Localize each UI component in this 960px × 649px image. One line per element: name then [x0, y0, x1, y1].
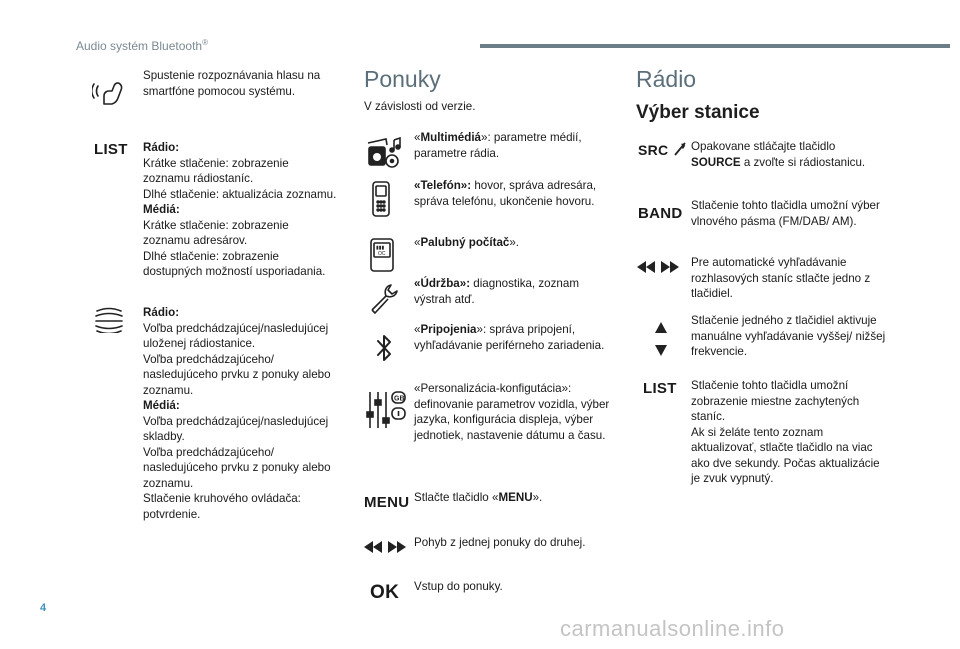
multimedia-name: Multimédiá — [420, 131, 482, 144]
list-radio-long: Dlhé stlačenie: aktualizácia zoznamu. — [143, 187, 337, 201]
svg-text:OC: OC — [378, 251, 386, 257]
dial-media-list-text: Voľba predchádzajúceho/ nasledujúceho prvku z ponuky alebo zoznamu. — [143, 445, 331, 490]
menu-text-post: ». — [532, 491, 543, 504]
trip-computer-description — [414, 235, 609, 251]
manual-search-description: Stlačenie jedného z tlačidiel aktivuje manuálne vyhľadávanie vyššej/ nižšej frekvencie. — [691, 314, 886, 358]
source-text-post: a zvoľte si rádiostanicu. — [740, 155, 866, 169]
band-description: Stlačenie tohto tlačidla umožní výber vlnového pásma (FM/DAB/ AM). — [691, 199, 880, 228]
ok-description: Vstup do ponuky. — [414, 580, 503, 593]
trip-computer-quote-close: ». — [509, 236, 520, 249]
left-right-arrows-icon — [364, 540, 406, 559]
personalization-description: «Personalizácia-konfigutácia»: definovanie parametrov vozidla, výber jazyka, konfigurácia displeja, výber jednotiek, nastavenie dátumu a času. — [414, 382, 610, 442]
menu-button-icon: MENU — [364, 494, 410, 511]
header-rule — [480, 44, 950, 48]
trip-computer-quote-open: « — [414, 236, 421, 249]
list-radio-heading: Rádio: — [143, 141, 180, 154]
seek-arrows-icon — [637, 260, 679, 279]
band-button-icon: BAND — [638, 205, 683, 222]
connections-description — [414, 322, 609, 353]
running-header — [76, 38, 208, 53]
language-gb-label: GB — [394, 395, 405, 403]
trip-computer-name: Palubný počítač — [420, 236, 510, 249]
voice-description: Spustenie rozpoznávania hlasu na smartfóne pomocou systému. — [143, 69, 321, 98]
section-title-menus: Ponuky — [364, 66, 441, 92]
maintenance-description — [414, 276, 609, 307]
menu-text-pre: Stlačte tlačidlo « — [414, 491, 499, 504]
bluetooth-icon — [376, 333, 392, 368]
multimedia-text: : parametre médií, parametre rádia. — [414, 131, 582, 160]
rotary-dial-icon — [94, 307, 124, 338]
dial-description — [143, 305, 341, 522]
phone-icon — [370, 180, 392, 223]
maintenance-name: «Údržba»: — [414, 277, 471, 290]
maintenance-text: diagnostika, zoznam výstrah atď. — [414, 277, 579, 306]
ok-button-icon: OK — [370, 582, 400, 603]
settings-sliders-icon — [365, 390, 407, 435]
menu-name: MENU — [498, 491, 533, 504]
dial-radio-list-text: Voľba predchádzajúceho/ nasledujúceho prvku z ponuky alebo zoznamu. — [143, 352, 331, 397]
up-down-arrows-icon — [654, 322, 668, 361]
radio-list-update-text: Ak si želáte tento zoznam aktualizovať, stlačte tlačidlo na viac ako dve sekundy. Počas aktualizácie je zvuk vypnutý. — [691, 425, 880, 485]
menu-description — [414, 490, 609, 506]
telephone-description — [414, 178, 609, 209]
source-button-label: SRC — [638, 142, 669, 158]
dial-radio-heading: Rádio: — [143, 306, 180, 319]
svg-text:▮▮▮: ▮▮▮ — [376, 245, 385, 251]
list-media-short: Krátke stlačenie: zobrazenie zoznamu adresárov. — [143, 218, 289, 247]
radio-list-text: Stlačenie tohto tlačidla umožní zobrazenie miestne zachytených staníc. — [691, 379, 860, 423]
header-title: Audio systém Bluetooth — [76, 39, 203, 53]
source-description — [691, 139, 886, 170]
dial-media-heading: Médiá: — [143, 399, 180, 412]
dial-radio-text: Voľba predchádzajúcej/nasledujúcej uloženej rádiostanice. — [143, 321, 329, 350]
multimedia-quote-close: » — [481, 131, 488, 144]
list-button-icon: LIST — [94, 141, 128, 158]
source-name: SOURCE — [691, 155, 741, 169]
voice-command-icon — [92, 76, 126, 113]
trip-computer-icon — [369, 237, 395, 278]
list-media-long: Dlhé stlačenie: zobrazenie dostupných možností usporiadania. — [143, 249, 326, 278]
telephone-name: «Telefón»: — [414, 179, 472, 192]
source-text-pre: Opakovane stláčajte tlačidlo — [691, 140, 836, 153]
connections-text: : správa pripojení, vyhľadávanie periférneho zariadenia. — [414, 323, 605, 352]
radio-list-button-icon: LIST — [643, 380, 677, 397]
telephone-text: hovor, správa adresára, správa telefónu, ukončenie hovoru. — [414, 179, 597, 208]
subsection-title-station-selection: Výber stanice — [636, 102, 760, 123]
registered-mark: ® — [202, 38, 208, 47]
seek-description: Pre automatické vyhľadávanie rozhlasových staníc stlačte jedno z tlačidiel. — [691, 256, 871, 300]
connections-quote-close: » — [476, 323, 483, 336]
multimedia-description — [414, 130, 609, 161]
section-title-radio: Rádio — [636, 66, 697, 92]
dial-press-text: Stlačenie kruhového ovládača: potvrdenie. — [143, 492, 301, 521]
list-description — [143, 140, 338, 280]
list-media-heading: Médiá: — [143, 203, 180, 216]
menus-intro: V závislosti od verzie. — [364, 100, 476, 113]
list-radio-short: Krátke stlačenie: zobrazenie zoznamu rádiostaníc. — [143, 156, 289, 185]
multimedia-quote-open: « — [414, 131, 421, 144]
source-button-icon — [638, 142, 687, 160]
wrench-icon — [368, 282, 400, 319]
arrows-description: Pohyb z jednej ponuky do druhej. — [414, 536, 586, 549]
phone-hangup-icon — [673, 142, 687, 156]
multimedia-icon — [366, 137, 404, 174]
page-number: 4 — [40, 602, 47, 614]
connections-name: Pripojenia — [420, 323, 477, 336]
watermark: carmanualsonline.info — [560, 616, 785, 641]
dial-media-text: Voľba predchádzajúcej/nasledujúcej skladby. — [143, 414, 329, 443]
connections-quote-open: « — [414, 323, 421, 336]
radio-list-description — [691, 378, 889, 487]
